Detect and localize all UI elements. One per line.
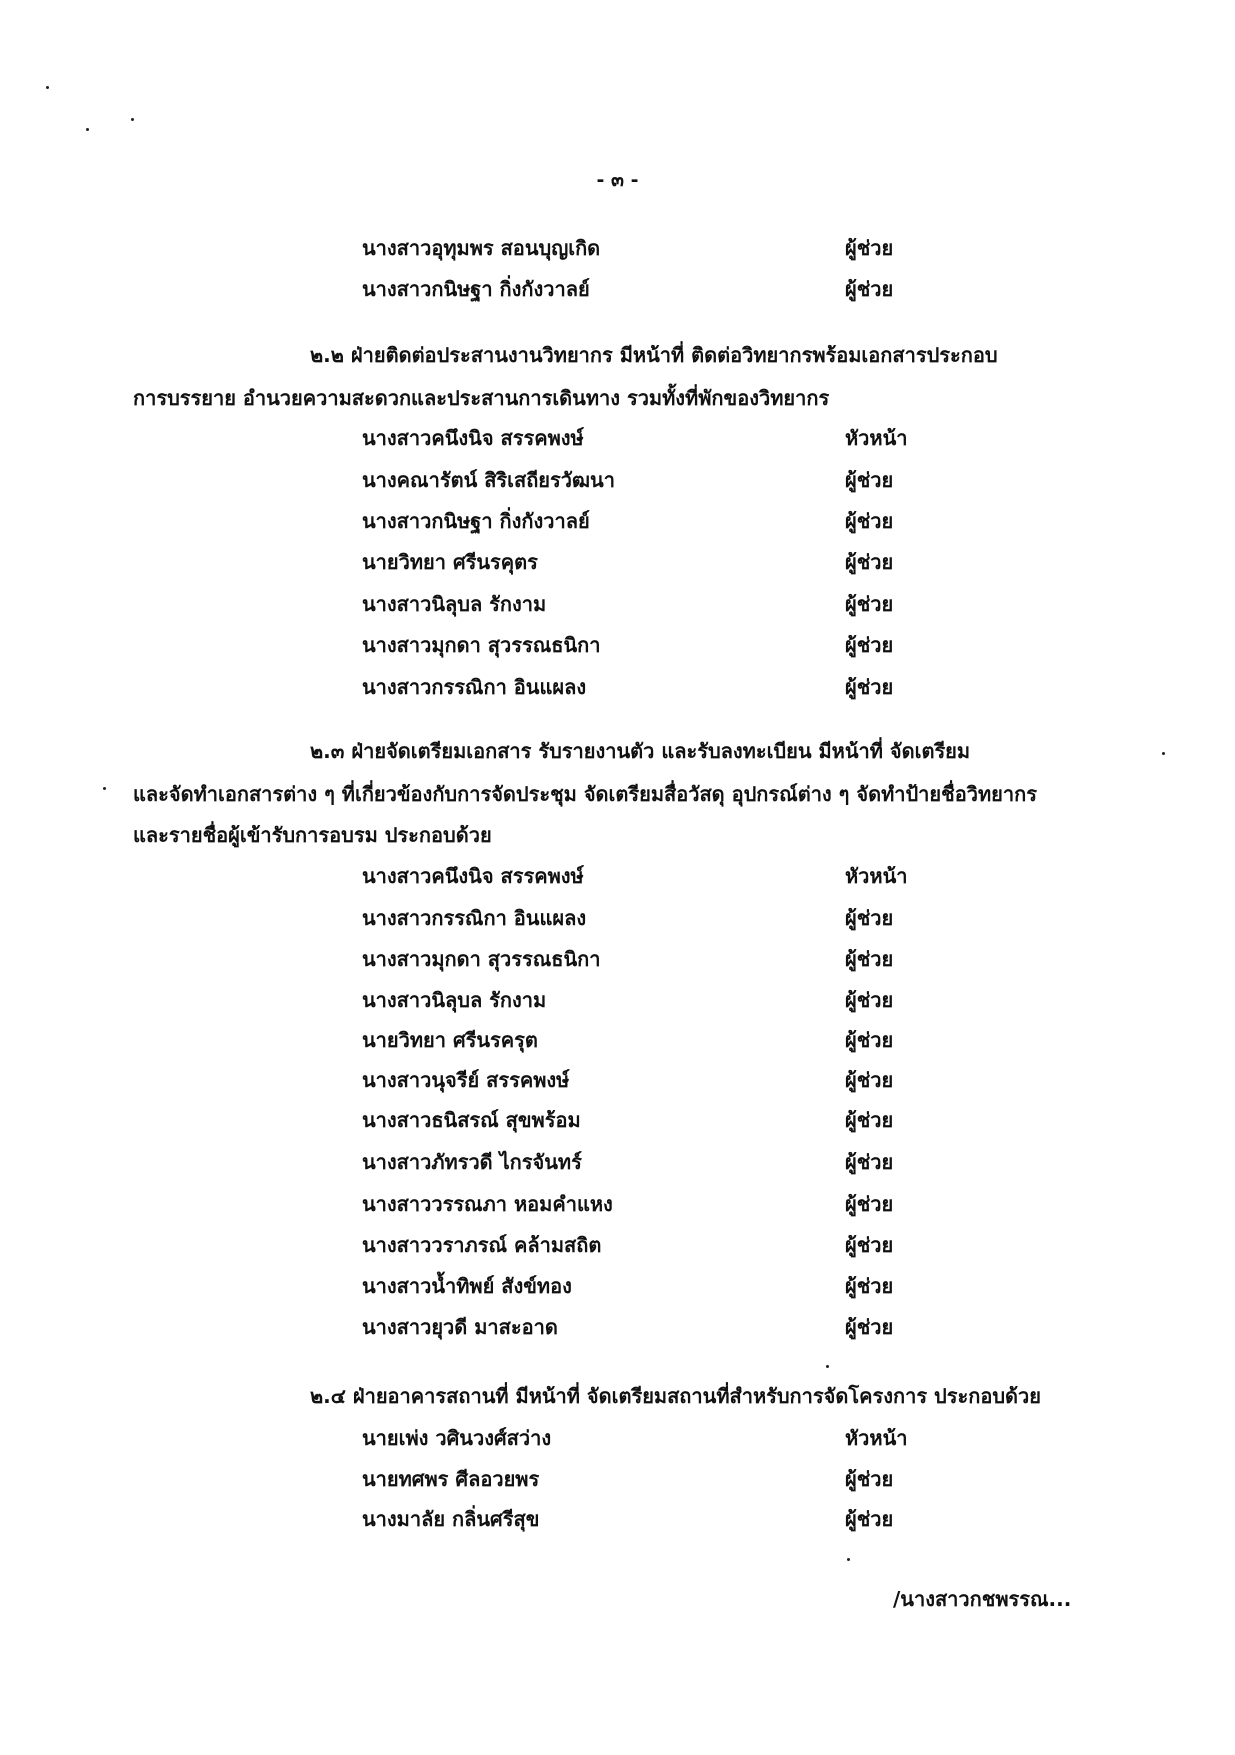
continuation-note: /นางสาวกชพรรณ... xyxy=(893,1587,1072,1611)
scan-speck xyxy=(46,86,49,89)
member-name: นางมาลัย กลิ่นศรีสุข xyxy=(362,1507,540,1531)
member-role: ผู้ช่วย xyxy=(845,906,894,930)
member-role: ผู้ช่วย xyxy=(845,1233,894,1257)
scan-speck xyxy=(86,128,89,131)
member-role: ผู้ช่วย xyxy=(845,988,894,1012)
section-text: การบรรยาย อำนวยความสะดวกและประสานการเดินทาง รวมทั้งที่พักของวิทยากร xyxy=(133,386,830,410)
member-role: ผู้ช่วย xyxy=(845,468,894,492)
member-name: นางสาวมุกดา สุวรรณธนิกา xyxy=(362,633,601,657)
member-name: นางสาวกรรณิกา อินแผลง xyxy=(362,906,587,930)
member-name: นางสาวนิลุบล รักงาม xyxy=(362,592,547,616)
page-number: - ๓ - xyxy=(596,169,639,191)
member-role: ผู้ช่วย xyxy=(845,1068,894,1092)
member-role: ผู้ช่วย xyxy=(845,633,894,657)
section-heading: ๒.๓ ฝ่ายจัดเตรียมเอกสาร รับรายงานตัว และรับลงทะเบียน มีหน้าที่ จัดเตรียม xyxy=(310,739,971,763)
member-name: นางสาวนิลุบล รักงาม xyxy=(362,988,547,1012)
member-name: นางสาวธนิสรณ์ สุขพร้อม xyxy=(362,1108,581,1132)
member-role: ผู้ช่วย xyxy=(845,1467,894,1491)
member-role: ผู้ช่วย xyxy=(845,675,894,699)
scan-speck xyxy=(131,118,134,121)
scan-speck xyxy=(103,787,106,790)
scan-speck xyxy=(847,1558,850,1561)
member-name: นางสาวมุกดา สุวรรณธนิกา xyxy=(362,947,601,971)
member-role: ผู้ช่วย xyxy=(845,236,894,260)
member-role: ผู้ช่วย xyxy=(845,1150,894,1174)
member-name: นางคณารัตน์ สิริเสถียรวัฒนา xyxy=(362,468,615,492)
member-name: นายเพ่ง วศินวงศ์สว่าง xyxy=(362,1426,552,1450)
member-role: หัวหน้า xyxy=(845,1426,908,1450)
member-name: นางสาวกรรณิกา อินแผลง xyxy=(362,675,587,699)
member-name: นายทศพร ศีลอวยพร xyxy=(362,1467,540,1491)
scan-speck xyxy=(1162,752,1165,755)
member-name: นายวิทยา ศรีนรคุตร xyxy=(362,550,538,574)
member-role: ผู้ช่วย xyxy=(845,1274,894,1298)
member-role: หัวหน้า xyxy=(845,426,908,450)
member-name: นางสาวคนึงนิจ สรรคพงษ์ xyxy=(362,864,584,888)
member-role: ผู้ช่วย xyxy=(845,1192,894,1216)
member-role: ผู้ช่วย xyxy=(845,277,894,301)
member-name: นางสาวกนิษฐา กิ่งกังวาลย์ xyxy=(362,509,590,533)
member-name: นายวิทยา ศรีนรครุต xyxy=(362,1028,538,1052)
section-heading: ๒.๔ ฝ่ายอาคารสถานที่ มีหน้าที่ จัดเตรียมสถานที่สำหรับการจัดโครงการ ประกอบด้วย xyxy=(310,1384,1041,1408)
member-role: หัวหน้า xyxy=(845,864,908,888)
scan-speck xyxy=(826,1365,829,1368)
member-name: นางสาวยุวดี มาสะอาด xyxy=(362,1315,558,1339)
member-name: นางสาวคนึงนิจ สรรคพงษ์ xyxy=(362,426,584,450)
member-name: นางสาวภัทรวดี ไกรจันทร์ xyxy=(362,1150,582,1174)
section-text: และจัดทำเอกสารต่าง ๆ ที่เกี่ยวข้องกับการจัดประชุม จัดเตรียมสื่อวัสดุ อุปกรณ์ต่าง ๆ จัดทำป้ายชื่อวิทยากร xyxy=(133,782,1037,806)
section-text: และรายชื่อผู้เข้ารับการอบรม ประกอบด้วย xyxy=(133,823,492,847)
member-name: นางสาวอุทุมพร สอนบุญเกิด xyxy=(362,236,601,260)
member-name: นางสาววรรณภา หอมคำแหง xyxy=(362,1192,613,1216)
member-name: นางสาวน้ำทิพย์ สังข์ทอง xyxy=(362,1274,572,1298)
member-name: นางสาววราภรณ์ คล้ามสถิต xyxy=(362,1233,602,1257)
member-role: ผู้ช่วย xyxy=(845,592,894,616)
member-name: นางสาวกนิษฐา กิ่งกังวาลย์ xyxy=(362,277,590,301)
member-role: ผู้ช่วย xyxy=(845,1507,894,1531)
member-role: ผู้ช่วย xyxy=(845,947,894,971)
section-heading: ๒.๒ ฝ่ายติดต่อประสานงานวิทยากร มีหน้าที่ ติดต่อวิทยากรพร้อมเอกสารประกอบ xyxy=(310,343,998,367)
member-role: ผู้ช่วย xyxy=(845,1028,894,1052)
member-role: ผู้ช่วย xyxy=(845,1108,894,1132)
member-role: ผู้ช่วย xyxy=(845,509,894,533)
member-role: ผู้ช่วย xyxy=(845,550,894,574)
member-name: นางสาวนุจรีย์ สรรคพงษ์ xyxy=(362,1068,570,1092)
member-role: ผู้ช่วย xyxy=(845,1315,894,1339)
